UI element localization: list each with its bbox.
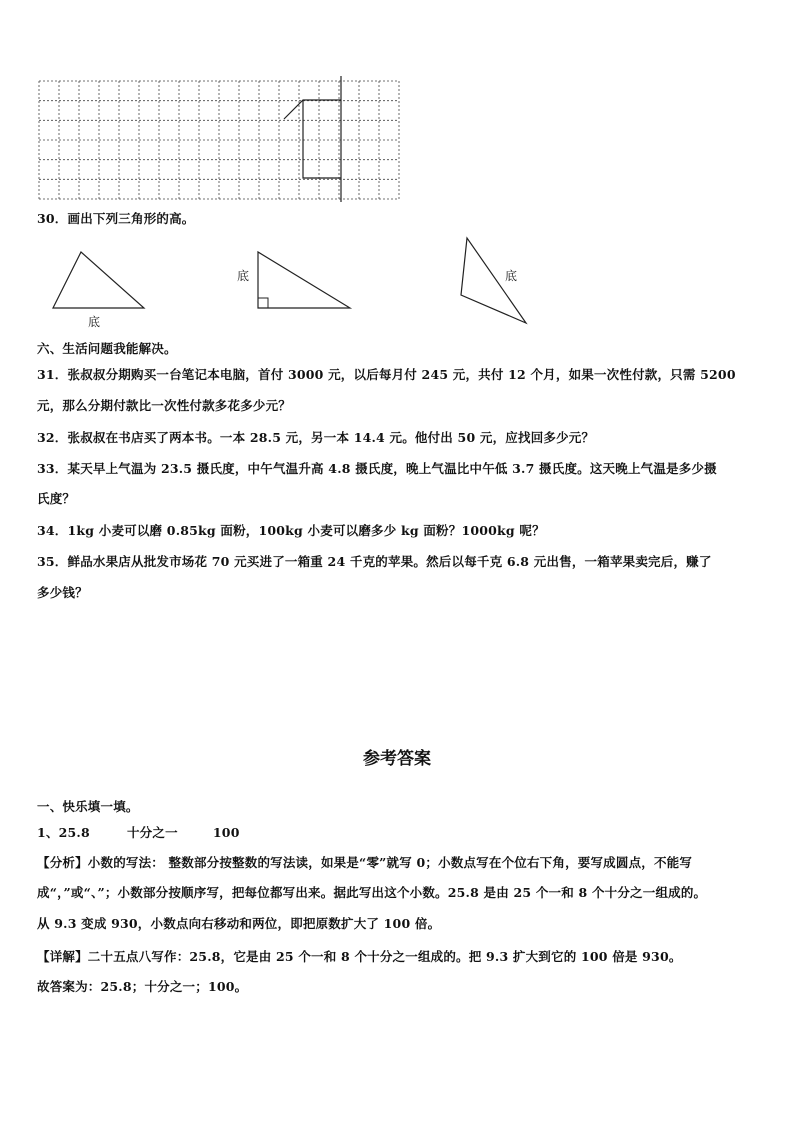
answer-1-final: 故答案为：25.8；十分之一；100。	[37, 979, 248, 994]
dotted-grid	[39, 81, 399, 199]
question-35-line-1: 35．鲜品水果店从批发市场花 70 元买进了一箱重 24 千克的苹果。然后以每千克 6.8 元出售，一箱苹果卖完后，赚了	[37, 554, 712, 569]
answer-1-analysis-line-2: 成“，”或“、”；小数部分按顺序写，把每位都写出来。据此写出这个小数。25.8 是由 25 个一和 8 个十分之一组成的。	[37, 885, 707, 900]
question-30: 30．画出下列三角形的高。	[37, 211, 195, 226]
answer-1-detail: 【详解】二十五点八写作：25.8，它是由 25 个一和 8 个十分之一组成的。把 9.3 扩大到它的 100 倍是 930。	[37, 949, 682, 964]
triangle-2-base-label: 底	[237, 269, 250, 283]
triangle-1	[48, 248, 148, 330]
question-33-line-2: 氏度？	[37, 491, 76, 506]
answer-1-row	[37, 823, 240, 841]
question-31-line-2: 元，那么分期付款比一次性付款多花多少元？	[37, 398, 292, 413]
question-31-line-1: 31．张叔叔分期购买一台笔记本电脑，首付 3000 元，以后每月付 245 元，共付 12 个月，如果一次性付款，只需 5200	[37, 367, 736, 382]
right-angle-mark	[258, 298, 268, 308]
answer-1-analysis-line-3: 从 9.3 变成 930，小数点向右移动和两位，即把原数扩大了 100 倍。	[37, 916, 441, 931]
answer-1-blank-3: 100	[212, 825, 240, 840]
question-33-line-1: 33．某天早上气温为 23.5 摄氏度，中午气温升高 4.8 摄氏度，晚上气温比中午低 3.7 摄氏度。这天晚上气温是多少摄	[37, 461, 717, 476]
half-shape	[284, 100, 341, 119]
grid-figure	[37, 76, 401, 202]
triangle-1-base-label: 底	[88, 315, 101, 329]
triangle-2-shape	[258, 252, 350, 308]
section-6-heading: 六、生活问题我能解决。	[37, 341, 177, 356]
triangle-2	[234, 246, 354, 312]
answer-section-1-heading: 一、快乐填一填。	[37, 799, 139, 814]
triangle-3-base-label: 底	[505, 269, 518, 283]
question-32: 32．张叔叔在书店买了两本书。一本 28.5 元，另一本 14.4 元。他付出 50 元，应找回多少元？	[37, 430, 595, 445]
half-shape-lower	[303, 100, 341, 178]
question-35-line-2: 多少钱？	[37, 585, 88, 600]
question-34: 34．1kg 小麦可以磨 0.85kg 面粉，100kg 小麦可以磨多少 kg 面粉？1000kg 呢？	[37, 523, 545, 538]
answer-1-analysis-line-1: 【分析】小数的写法： 整数部分按整数的写法读，如果是“零”就写 0；小数点写在个位右下角，要写成圆点，不能写	[37, 855, 693, 870]
triangle-3	[456, 234, 532, 326]
answer-1-blank-2: 十分之一	[126, 825, 178, 840]
answer-key-title: 参考答案	[363, 749, 431, 769]
answer-1-number: 1、25.8	[37, 825, 90, 840]
triangle-1-shape	[53, 252, 144, 308]
